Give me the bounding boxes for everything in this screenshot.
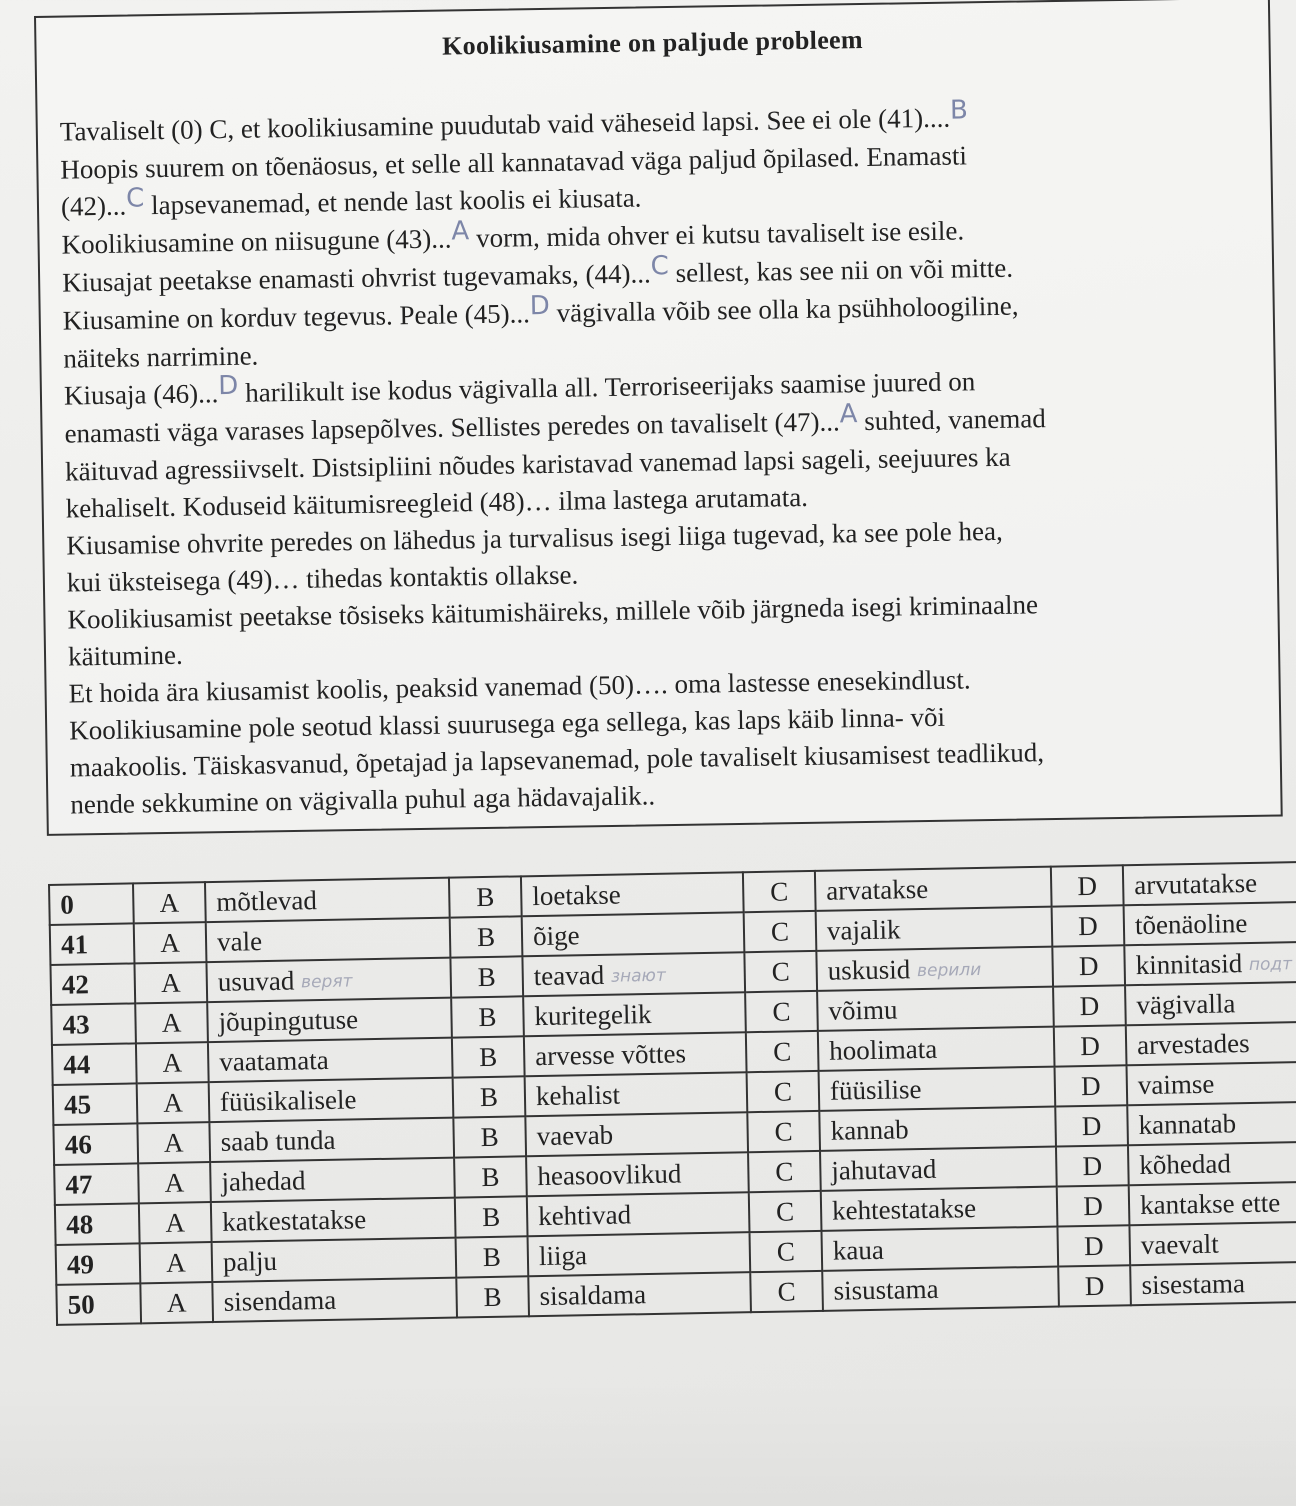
option-word: jõupingutuse <box>218 1003 359 1037</box>
option-letter-a: A <box>140 1282 213 1323</box>
option-word: õige <box>532 919 580 951</box>
option-a-cell <box>206 918 451 962</box>
option-word: kehtestatakse <box>831 1192 977 1226</box>
handwritten-answer: C <box>650 251 669 282</box>
option-letter-a: A <box>137 1082 210 1123</box>
option-letter-d: D <box>1055 1065 1128 1106</box>
option-a-cell <box>207 998 452 1042</box>
option-b-cell <box>523 992 746 1036</box>
question-number: 46 <box>53 1123 138 1165</box>
option-word: kannatab <box>1138 1107 1237 1140</box>
option-b-cell <box>521 872 744 916</box>
reading-text-box <box>34 0 1283 836</box>
option-word: jahutavad <box>831 1153 937 1186</box>
option-letter-d: D <box>1057 1225 1130 1266</box>
option-letter-b: B <box>453 1116 526 1157</box>
option-a-cell <box>212 1238 457 1282</box>
option-letter-c: C <box>748 1151 821 1192</box>
option-word: võimu <box>828 993 898 1026</box>
page-title: Koolikiusamine on paljude probleem <box>441 24 864 61</box>
handwritten-translation-note: подт <box>1248 954 1293 976</box>
option-a-cell <box>212 1278 457 1322</box>
option-word: kantakse ette <box>1139 1186 1281 1220</box>
text-line: käitumine. <box>67 639 184 672</box>
option-word: vajalik <box>826 913 901 946</box>
text-line: näiteks narrimine. <box>63 340 259 374</box>
handwritten-translation-note: верят <box>300 971 353 993</box>
option-letter-b: B <box>450 916 523 957</box>
option-b-cell <box>524 1032 747 1076</box>
question-number: 47 <box>54 1163 139 1205</box>
option-letter-c: C <box>746 1031 819 1072</box>
option-d-cell <box>1127 1101 1296 1145</box>
option-letter-d: D <box>1057 1185 1130 1226</box>
option-word: sisendama <box>223 1284 337 1317</box>
option-letter-d: D <box>1054 1025 1127 1066</box>
option-c-cell <box>819 1107 1056 1151</box>
option-word: saab tunda <box>220 1124 336 1157</box>
option-a-cell <box>209 1078 454 1122</box>
text-line: Et hoida ära kiusamist koolis, peaksid vanemad (50)…. oma lastesse enesekindlust. <box>68 664 971 709</box>
option-letter-c: C <box>747 1071 820 1112</box>
reading-paragraph <box>60 95 1267 824</box>
text-line: Kiusamine on korduv tegevus. Peale (45)...D vägivalla võib see olla ka psühholoogiline, <box>63 284 1259 341</box>
option-word: arvestades <box>1136 1027 1250 1060</box>
option-d-cell <box>1128 1141 1296 1185</box>
option-c-cell <box>816 907 1053 951</box>
option-word: loetakse <box>532 879 622 911</box>
option-word: sisestama <box>1141 1267 1246 1300</box>
question-number: 45 <box>53 1083 138 1125</box>
text-line: Hoopis suurem on tõenäosus, et selle all kannatavad väga paljud õpilased. Enamasti <box>60 140 968 185</box>
option-word: sisustama <box>833 1273 939 1306</box>
question-number: 41 <box>50 923 135 965</box>
question-number: 0 <box>49 883 134 925</box>
option-a-cell <box>210 1158 455 1202</box>
question-number: 42 <box>50 963 135 1005</box>
question-number: 50 <box>56 1283 141 1325</box>
handwritten-translation-note: знают <box>610 965 666 987</box>
option-letter-a: A <box>136 1042 209 1083</box>
option-b-cell <box>525 1072 748 1116</box>
question-number: 49 <box>56 1243 141 1285</box>
option-letter-b: B <box>453 1076 526 1117</box>
option-word: hoolimata <box>828 1033 938 1066</box>
option-c-cell <box>820 1147 1057 1191</box>
option-b-cell <box>526 1152 749 1196</box>
option-word: tõenäoline <box>1134 907 1248 940</box>
option-c-cell <box>818 1027 1055 1071</box>
option-letter-c: C <box>743 871 816 912</box>
question-number: 48 <box>55 1203 140 1245</box>
option-word: kehalist <box>535 1079 621 1111</box>
option-a-cell <box>211 1198 456 1242</box>
answer-options-table-wrap <box>48 861 1296 1326</box>
option-b-cell <box>528 1272 751 1316</box>
option-word: kuritegelik <box>534 998 652 1031</box>
option-letter-b: B <box>449 876 522 917</box>
answer-options-table <box>48 860 1296 1325</box>
text-line: (42)...C lapsevanemad, et nende last koolis ei kiusata. <box>61 170 1257 227</box>
option-word: katkestatakse <box>221 1203 367 1237</box>
option-a-cell <box>206 958 451 1002</box>
option-d-cell <box>1124 901 1296 945</box>
option-word: vaimse <box>1137 1068 1215 1100</box>
option-c-cell <box>819 1067 1056 1111</box>
text-line: kehaliselt. Koduseid käitumisreegleid (48)… ilma lastega arutamata. <box>65 481 809 524</box>
option-word: arvatakse <box>825 873 929 906</box>
option-letter-a: A <box>134 962 207 1003</box>
option-word: arvesse võttes <box>534 1037 687 1071</box>
option-letter-a: A <box>134 922 207 963</box>
handwritten-answer: A <box>839 399 858 430</box>
option-letter-a: A <box>138 1162 211 1203</box>
option-c-cell <box>815 867 1052 911</box>
option-c-cell <box>821 1227 1058 1271</box>
option-c-cell <box>817 987 1054 1031</box>
handwritten-answer: B <box>949 95 969 126</box>
option-letter-a: A <box>139 1202 212 1243</box>
text-line: Koolikiusamine pole seotud klassi suurusega ega sellega, kas laps käib linna- või <box>68 701 946 746</box>
text-line: maakoolis. Täiskasvanud, õpetajad ja lapsevanemad, pole tavaliselt kiusamisest teadlikud, <box>69 737 1045 783</box>
handwritten-translation-note: верили <box>916 960 982 982</box>
option-word: vale <box>216 925 263 957</box>
option-b-cell <box>528 1232 751 1276</box>
option-b-cell <box>522 912 745 956</box>
option-d-cell <box>1129 1221 1296 1265</box>
option-letter-c: C <box>744 951 817 992</box>
option-d-cell <box>1124 941 1296 985</box>
paper-shadow <box>0 1380 1296 1506</box>
option-word: mõtlevad <box>216 884 318 917</box>
option-word: jahedad <box>221 1164 306 1197</box>
option-word: kehtivad <box>537 1198 632 1231</box>
text-line: kui üksteisega (49)… tihedas kontaktis ollakse. <box>66 559 579 598</box>
option-word: vägivalla <box>1136 987 1236 1020</box>
option-word: uskusid <box>827 953 911 986</box>
text-line: Kiusaja (46)...D harilikult ise kodus vägivalla all. Terroriseerijaks saamise juured on <box>63 366 976 411</box>
option-word: kaua <box>832 1234 885 1266</box>
option-letter-c: C <box>745 991 818 1032</box>
option-word: heasoovlikud <box>537 1157 682 1191</box>
question-number: 43 <box>51 1003 136 1045</box>
text-line: enamasti väga varases lapsepõlves. Sellistes peredes on tavaliselt (47)...A suhted, vanemad <box>64 397 1260 454</box>
option-word: sisaldama <box>539 1278 647 1311</box>
option-letter-b: B <box>456 1276 529 1317</box>
option-word: palju <box>222 1245 278 1277</box>
option-letter-a: A <box>137 1122 210 1163</box>
text-line: Koolikiusamine on niisugune (43)...A vorm, mida ohver ei kutsu tavaliselt ise esile. <box>61 208 1257 265</box>
text-line: nende sekkumine on vägivalla puhul aga hädavajalik.. <box>70 780 656 820</box>
option-word: vaevab <box>536 1119 614 1151</box>
option-letter-d: D <box>1052 905 1125 946</box>
option-letter-d: D <box>1058 1265 1131 1306</box>
handwritten-answer: A <box>451 216 470 247</box>
option-d-cell <box>1127 1061 1296 1105</box>
option-letter-b: B <box>455 1196 528 1237</box>
option-word: füüsilise <box>829 1073 922 1106</box>
option-word: kõhedad <box>1139 1147 1232 1180</box>
text-line: käituvad agressiivselt. Distsipliini nõudes karistavad vanemad lapsi sageli, seejuures ka <box>64 441 1011 487</box>
option-word: vaatamata <box>219 1044 329 1077</box>
option-letter-a: A <box>140 1242 213 1283</box>
option-word: liiga <box>538 1239 588 1271</box>
option-word: kannab <box>830 1113 909 1146</box>
option-c-cell <box>821 1187 1058 1231</box>
option-letter-c: C <box>749 1191 822 1232</box>
option-letter-c: C <box>749 1231 822 1272</box>
option-letter-b: B <box>451 996 524 1037</box>
text-line: Tavaliselt (0) C, et koolikiusamine puudutab vaid väheseid lapsi. See ei ole (41)....B <box>60 95 1256 152</box>
option-word: füüsikalisele <box>219 1083 357 1117</box>
option-letter-d: D <box>1052 945 1125 986</box>
option-letter-b: B <box>456 1236 529 1277</box>
option-word: arvutatakse <box>1133 867 1258 900</box>
option-b-cell <box>527 1192 750 1236</box>
option-letter-d: D <box>1051 865 1124 906</box>
option-word: kinnitasid <box>1135 947 1243 980</box>
option-letter-b: B <box>454 1156 527 1197</box>
option-d-cell <box>1123 861 1296 905</box>
question-number: 44 <box>52 1043 137 1085</box>
handwritten-answer: D <box>529 290 551 322</box>
option-c-cell <box>822 1267 1059 1311</box>
text-line: Kiusajat peetakse enamasti ohvrist tugevamaks, (44)...C sellest, kas see nii on või mitte. <box>62 246 1258 303</box>
option-b-cell <box>525 1112 748 1156</box>
option-letter-a: A <box>135 1002 208 1043</box>
option-d-cell <box>1125 981 1296 1025</box>
text-line: Koolikiusamist peetakse tõsiseks käitumishäireks, millele võib järgneda isegi kriminaalne <box>67 589 1039 635</box>
option-letter-d: D <box>1053 985 1126 1026</box>
option-letter-b: B <box>452 1036 525 1077</box>
option-a-cell <box>209 1118 454 1162</box>
option-letter-a: A <box>133 882 206 923</box>
option-letter-d: D <box>1056 1145 1129 1186</box>
option-letter-c: C <box>747 1111 820 1152</box>
option-a-cell <box>208 1038 453 1082</box>
option-a-cell <box>205 878 450 922</box>
option-word: vaevalt <box>1140 1228 1220 1260</box>
option-letter-d: D <box>1055 1105 1128 1146</box>
option-b-cell <box>522 952 745 996</box>
option-letter-c: C <box>750 1271 823 1312</box>
option-c-cell <box>816 947 1053 991</box>
option-word: usuvad <box>217 965 295 997</box>
option-letter-b: B <box>450 956 523 997</box>
handwritten-answer: D <box>218 370 239 402</box>
option-d-cell <box>1126 1021 1296 1065</box>
option-letter-c: C <box>744 911 817 952</box>
option-d-cell <box>1129 1181 1296 1225</box>
handwritten-answer: C <box>125 183 145 214</box>
text-line: Kiusamise ohvrite peredes on lähedus ja turvalisus isegi liiga tugevad, ka see pole hea, <box>66 515 1003 561</box>
option-d-cell <box>1130 1261 1296 1305</box>
option-word: teavad <box>533 959 605 991</box>
